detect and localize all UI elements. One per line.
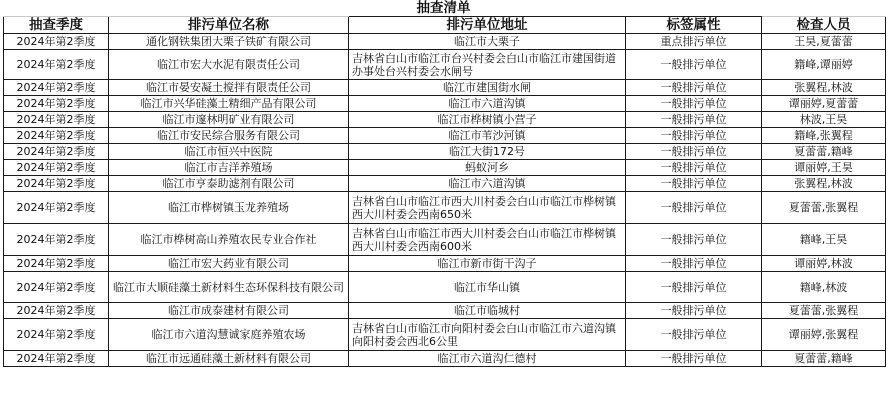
table-row <box>4 34 886 50</box>
cell-tag[interactable]: 一般排污单位 <box>626 80 762 96</box>
header-inspectors[interactable]: 检查人员 <box>762 17 886 34</box>
table-row <box>4 192 886 224</box>
blank-cell[interactable] <box>762 0 886 17</box>
cell-quarter[interactable]: 2024年第2季度 <box>4 160 109 176</box>
cell-inspectors[interactable]: 夏蕾蕾,张翼程 <box>762 303 886 319</box>
table-row <box>4 144 886 160</box>
cell-unit-address[interactable]: 临江市建国街水闸 <box>349 80 626 96</box>
cell-unit-name[interactable]: 临江市邃林明矿业有限公司 <box>109 112 349 128</box>
cell-tag[interactable]: 一般排污单位 <box>626 50 762 80</box>
cell-unit-name[interactable]: 临江市兴华硅藻土精细产品有限公司 <box>109 96 349 112</box>
cell-unit-name[interactable]: 临江市亨泰助滤剂有限公司 <box>109 176 349 192</box>
cell-inspectors[interactable]: 籍峰,谭丽婷 <box>762 50 886 80</box>
cell-tag[interactable]: 一般排污单位 <box>626 128 762 144</box>
cell-inspectors[interactable]: 籍峰,王昊 <box>762 224 886 256</box>
cell-quarter[interactable]: 2024年第2季度 <box>4 112 109 128</box>
cell-quarter[interactable]: 2024年第2季度 <box>4 224 109 256</box>
table-row <box>4 256 886 272</box>
cell-tag[interactable]: 一般排污单位 <box>626 272 762 303</box>
title-row <box>4 0 886 17</box>
header-unit-name[interactable]: 排污单位名称 <box>109 17 349 34</box>
cell-tag[interactable]: 一般排污单位 <box>626 256 762 272</box>
cell-inspectors[interactable]: 林波,王昊 <box>762 112 886 128</box>
cell-unit-name[interactable]: 临江市大顺硅藻土新材料生态环保科技有限公司 <box>109 272 349 303</box>
cell-unit-name[interactable]: 临江市宏大水泥有限责任公司 <box>109 50 349 80</box>
cell-tag[interactable]: 一般排污单位 <box>626 160 762 176</box>
cell-unit-name[interactable]: 临江市晏安凝土搅拌有限责任公司 <box>109 80 349 96</box>
table-row <box>4 50 886 80</box>
cell-inspectors[interactable]: 张翼程,林波 <box>762 80 886 96</box>
cell-inspectors[interactable]: 夏蕾蕾,籍峰 <box>762 144 886 160</box>
cell-inspectors[interactable]: 谭丽婷,张翼程 <box>762 319 886 351</box>
cell-unit-address[interactable]: 临江市苇沙河镇 <box>349 128 626 144</box>
cell-inspectors[interactable]: 张翼程,林波 <box>762 176 886 192</box>
sheet-title[interactable]: 抽查清单 <box>349 0 762 17</box>
cell-tag[interactable]: 一般排污单位 <box>626 144 762 160</box>
cell-quarter[interactable]: 2024年第2季度 <box>4 176 109 192</box>
cell-tag[interactable]: 一般排污单位 <box>626 176 762 192</box>
cell-unit-name[interactable]: 临江市恒兴中医院 <box>109 144 349 160</box>
cell-quarter[interactable]: 2024年第2季度 <box>4 256 109 272</box>
cell-unit-address[interactable]: 临江市桦树镇小营子 <box>349 112 626 128</box>
table-row <box>4 224 886 256</box>
cell-tag[interactable]: 一般排污单位 <box>626 112 762 128</box>
blank-cell[interactable] <box>109 0 349 17</box>
cell-inspectors[interactable]: 谭丽婷,夏蕾蕾 <box>762 96 886 112</box>
cell-inspectors[interactable]: 籍峰,张翼程 <box>762 128 886 144</box>
cell-unit-name[interactable]: 临江市成泰建材有限公司 <box>109 303 349 319</box>
cell-unit-name[interactable]: 临江市吉洋养殖场 <box>109 160 349 176</box>
cell-unit-name[interactable]: 临江市安民综合服务有限公司 <box>109 128 349 144</box>
cell-tag[interactable]: 一般排污单位 <box>626 96 762 112</box>
cell-unit-address[interactable]: 临江市六道沟仁德村 <box>349 351 626 367</box>
cell-tag[interactable]: 一般排污单位 <box>626 192 762 224</box>
cell-unit-name[interactable]: 临江市宏大药业有限公司 <box>109 256 349 272</box>
cell-unit-name[interactable]: 通化钢铁集团大栗子铁矿有限公司 <box>109 34 349 50</box>
blank-cell[interactable] <box>4 0 109 17</box>
table-row <box>4 272 886 303</box>
cell-inspectors[interactable]: 夏蕾蕾,籍峰 <box>762 351 886 367</box>
cell-inspectors[interactable]: 夏蕾蕾,张翼程 <box>762 192 886 224</box>
cell-unit-address[interactable]: 临江市新市街干沟子 <box>349 256 626 272</box>
cell-unit-name[interactable]: 临江市桦树高山养殖农民专业合作社 <box>109 224 349 256</box>
header-quarter[interactable]: 抽查季度 <box>4 17 109 34</box>
cell-quarter[interactable]: 2024年第2季度 <box>4 96 109 112</box>
cell-quarter[interactable]: 2024年第2季度 <box>4 351 109 367</box>
cell-unit-address[interactable]: 吉林省白山市临江市向阳村委会白山市临江市六道沟镇向阳村委会西北6公里 <box>349 319 626 351</box>
table-row <box>4 80 886 96</box>
cell-unit-address[interactable]: 临江市六道沟镇 <box>349 96 626 112</box>
cell-tag[interactable]: 一般排污单位 <box>626 224 762 256</box>
header-tag[interactable]: 标签属性 <box>626 17 762 34</box>
cell-quarter[interactable]: 2024年第2季度 <box>4 272 109 303</box>
cell-inspectors[interactable]: 谭丽婷,林波 <box>762 256 886 272</box>
cell-inspectors[interactable]: 王昊,夏蕾蕾 <box>762 34 886 50</box>
cell-quarter[interactable]: 2024年第2季度 <box>4 192 109 224</box>
inspection-table <box>3 0 886 367</box>
table-row <box>4 176 886 192</box>
cell-tag[interactable]: 一般排污单位 <box>626 319 762 351</box>
cell-unit-name[interactable]: 临江市远通硅藻土新材料有限公司 <box>109 351 349 367</box>
cell-quarter[interactable]: 2024年第2季度 <box>4 80 109 96</box>
cell-quarter[interactable]: 2024年第2季度 <box>4 319 109 351</box>
cell-unit-address[interactable]: 吉林省白山市临江市西大川村委会白山市临江市桦树镇西大川村委会西南650米 <box>349 192 626 224</box>
table-row <box>4 303 886 319</box>
table-row <box>4 319 886 351</box>
cell-unit-address[interactable]: 临江市华山镇 <box>349 272 626 303</box>
cell-unit-address[interactable]: 吉林省白山市临江市台兴村委会白山市临江市建国街道办事处台兴村委会水闸号 <box>349 50 626 80</box>
cell-unit-name[interactable]: 临江市桦树镇玉龙养殖场 <box>109 192 349 224</box>
cell-tag[interactable]: 重点排污单位 <box>626 34 762 50</box>
cell-quarter[interactable]: 2024年第2季度 <box>4 34 109 50</box>
table-row <box>4 128 886 144</box>
cell-unit-address[interactable]: 临江市大栗子 <box>349 34 626 50</box>
header-unit-address[interactable]: 排污单位地址 <box>349 17 626 34</box>
cell-tag[interactable]: 一般排污单位 <box>626 351 762 367</box>
cell-tag[interactable]: 一般排污单位 <box>626 303 762 319</box>
cell-unit-address[interactable]: 吉林省白山市临江市西大川村委会白山市临江市桦树镇西大川村委会西南600米 <box>349 224 626 256</box>
cell-unit-address[interactable]: 临江市临城村 <box>349 303 626 319</box>
cell-quarter[interactable]: 2024年第2季度 <box>4 303 109 319</box>
cell-quarter[interactable]: 2024年第2季度 <box>4 144 109 160</box>
table-row <box>4 351 886 367</box>
header-row <box>4 17 886 34</box>
table-row <box>4 160 886 176</box>
cell-inspectors[interactable]: 谭丽婷,王昊 <box>762 160 886 176</box>
cell-unit-address[interactable]: 临江大街172号 <box>349 144 626 160</box>
cell-unit-name[interactable]: 临江市六道沟慧诚家庭养殖农场 <box>109 319 349 351</box>
cell-unit-address[interactable]: 临江市六道沟镇 <box>349 176 626 192</box>
table-row <box>4 112 886 128</box>
cell-unit-address[interactable]: 蚂蚁河乡 <box>349 160 626 176</box>
table-row <box>4 96 886 112</box>
cell-quarter[interactable]: 2024年第2季度 <box>4 128 109 144</box>
cell-quarter[interactable]: 2024年第2季度 <box>4 50 109 80</box>
cell-inspectors[interactable]: 籍峰,林波 <box>762 272 886 303</box>
